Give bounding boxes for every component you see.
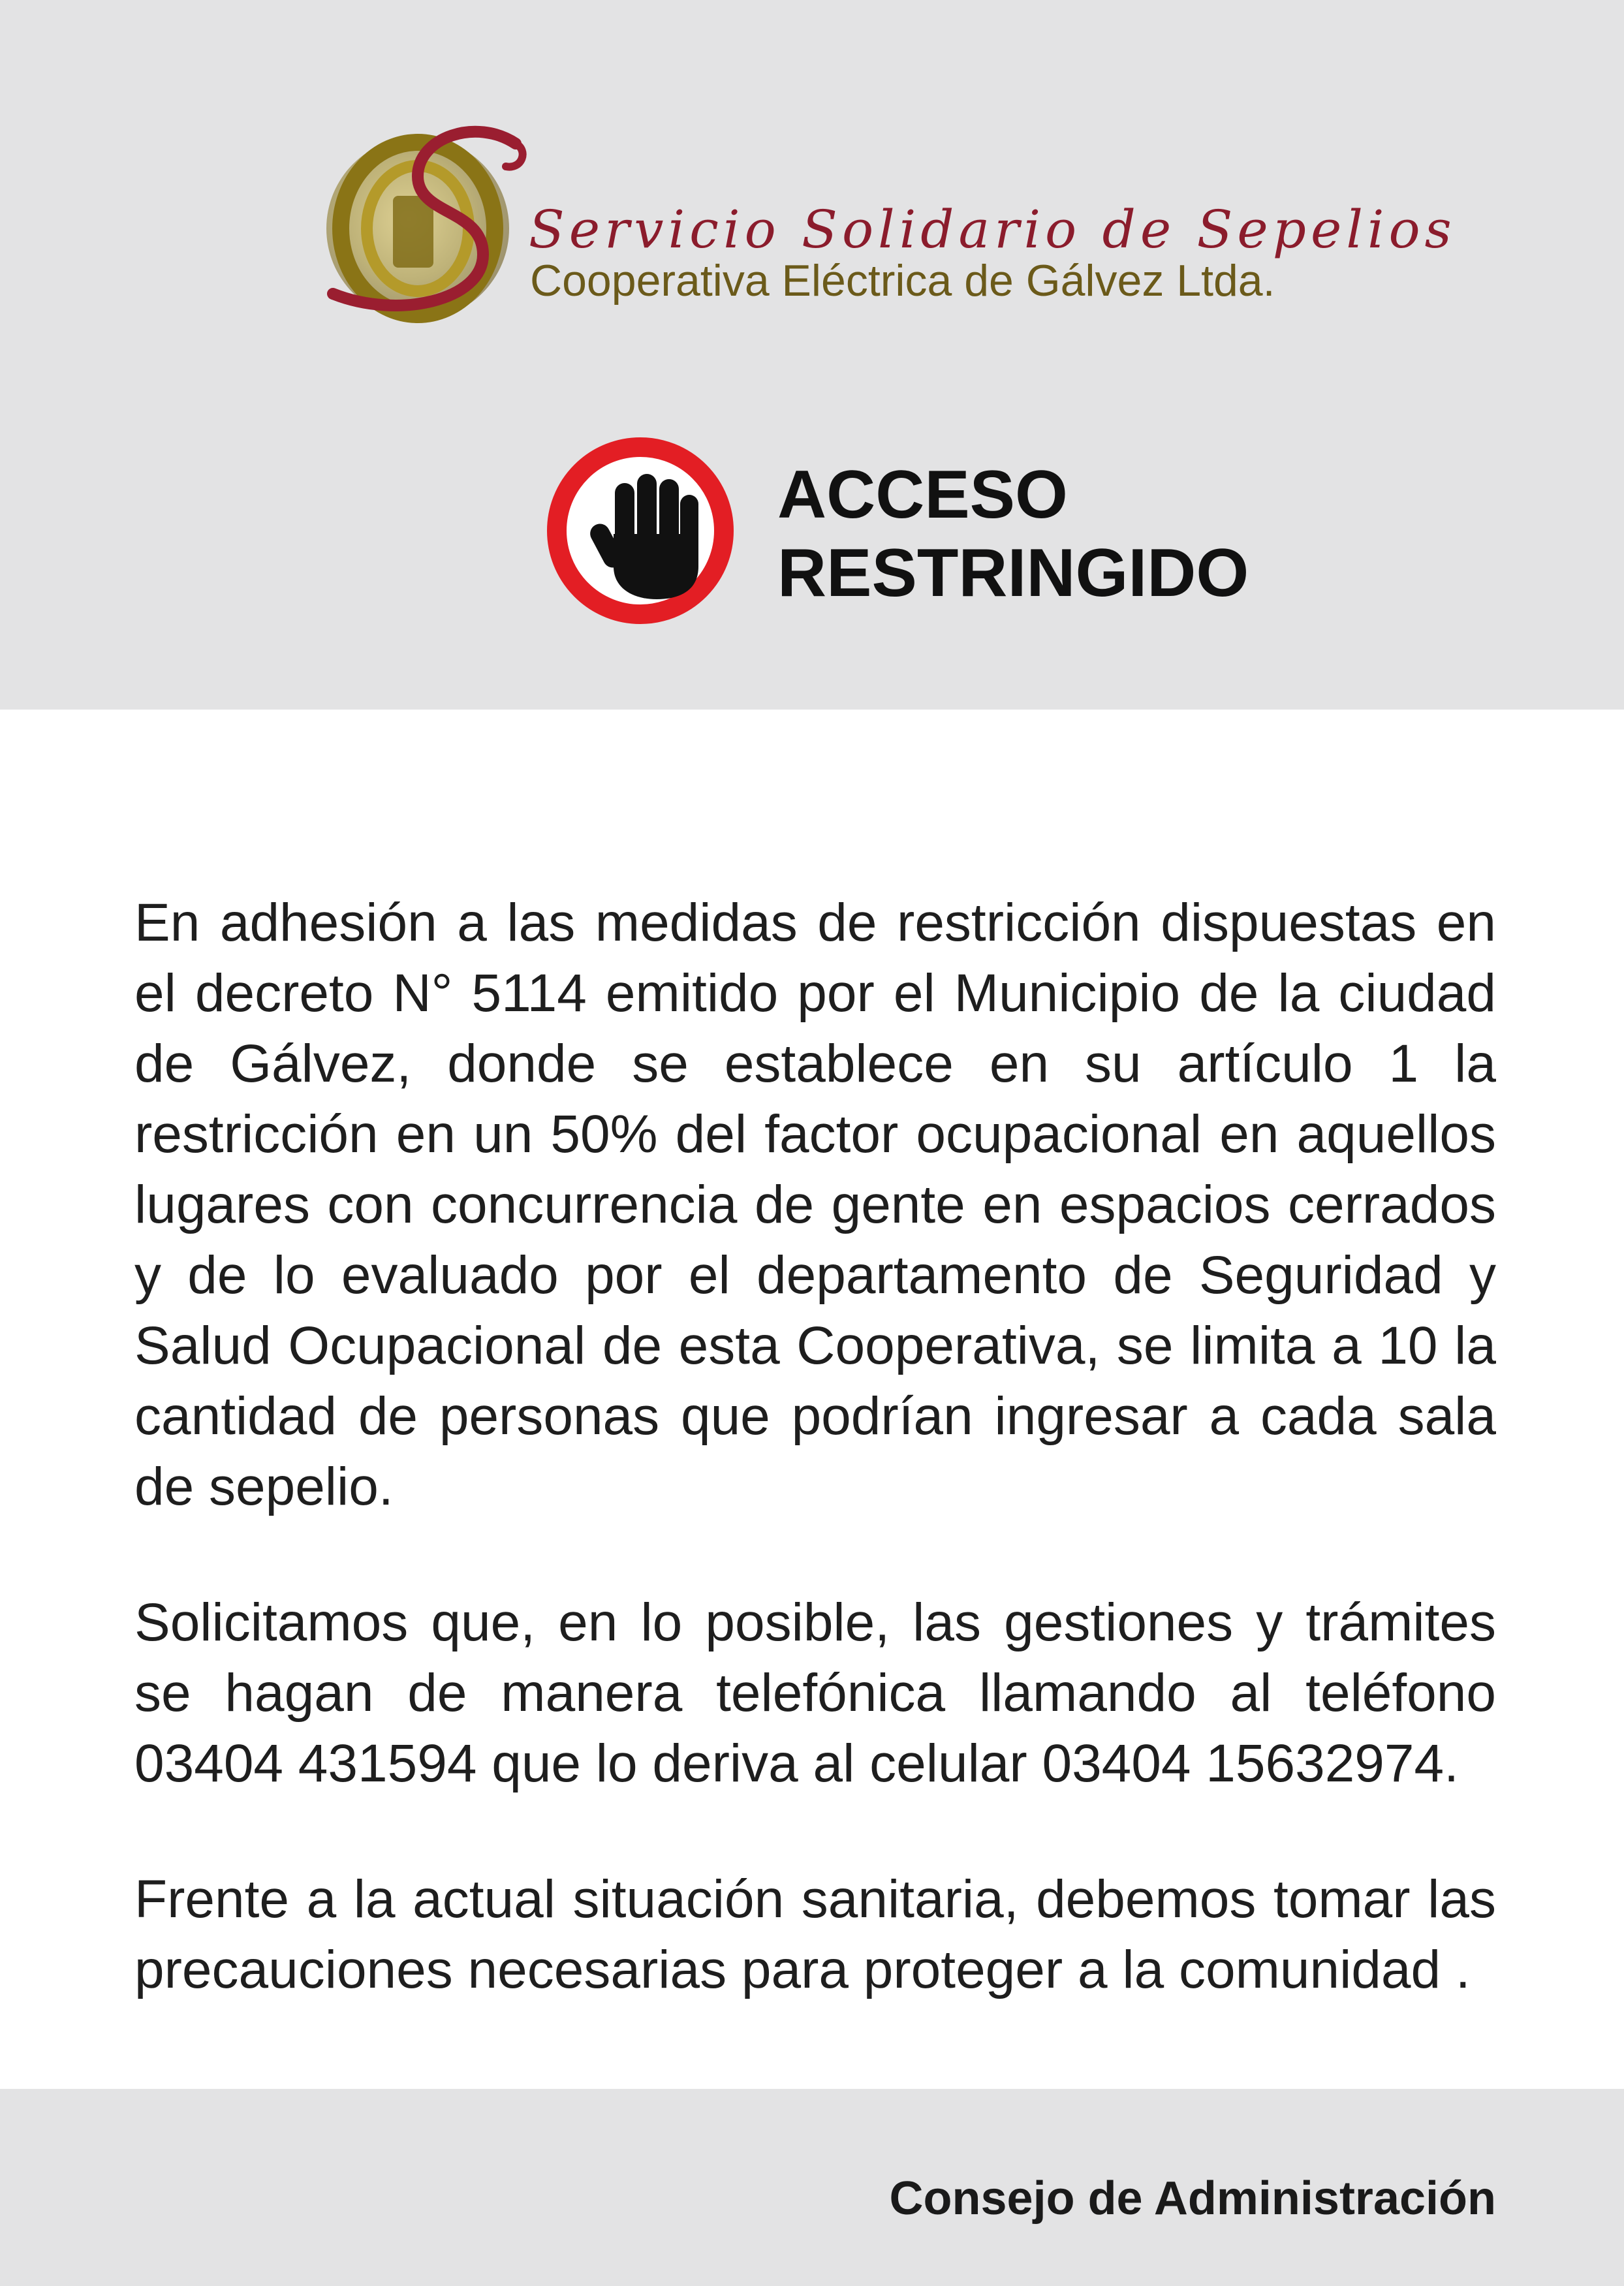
paragraph-precautions: Frente a la actual situación sanitaria, debemos tomar las precauciones necesarias para proteger a la comunidad . xyxy=(134,1870,1496,1999)
organization-name: Servicio Solidario de Sepelios xyxy=(529,199,1456,260)
ss-monogram-icon xyxy=(320,124,535,339)
notice-body xyxy=(134,888,1496,1997)
header-band xyxy=(0,0,1624,710)
stop-hand-icon xyxy=(546,436,735,625)
paragraph-restriction: En adhesión a las medidas de restricción dispuestas en el decreto N° 5114 emitido por el Municipio de la ciudad de Gálvez, donde se establece en su artículo 1 la restricción en un 50% del factor ocupacional en aquellos lugares con concurrencia de gente en espacios cerrados y de lo evaluado por el departamento de Seguridad y Salud Ocupacional de esta Cooperativa, se limita a 10 la cantidad de personas que podrían ingresar a cada sala de sepelio. xyxy=(134,893,1496,1516)
notice-title: ACCESO RESTRINGIDO xyxy=(777,457,1249,611)
footer-band xyxy=(0,2089,1624,2286)
organization-subtitle: Cooperativa Eléctrica de Gálvez Ltda. xyxy=(530,256,1275,305)
organization-logo xyxy=(320,124,1456,339)
signature: Consejo de Administración xyxy=(889,2172,1496,2225)
restricted-access-notice xyxy=(546,436,1264,632)
paragraph-phone-contact: Solicitamos que, en lo posible, las gestiones y trámites se hagan de manera telefónica llamando al teléfono 03404 431594 que lo deriva al celular 03404 15632974. xyxy=(134,1593,1496,1793)
